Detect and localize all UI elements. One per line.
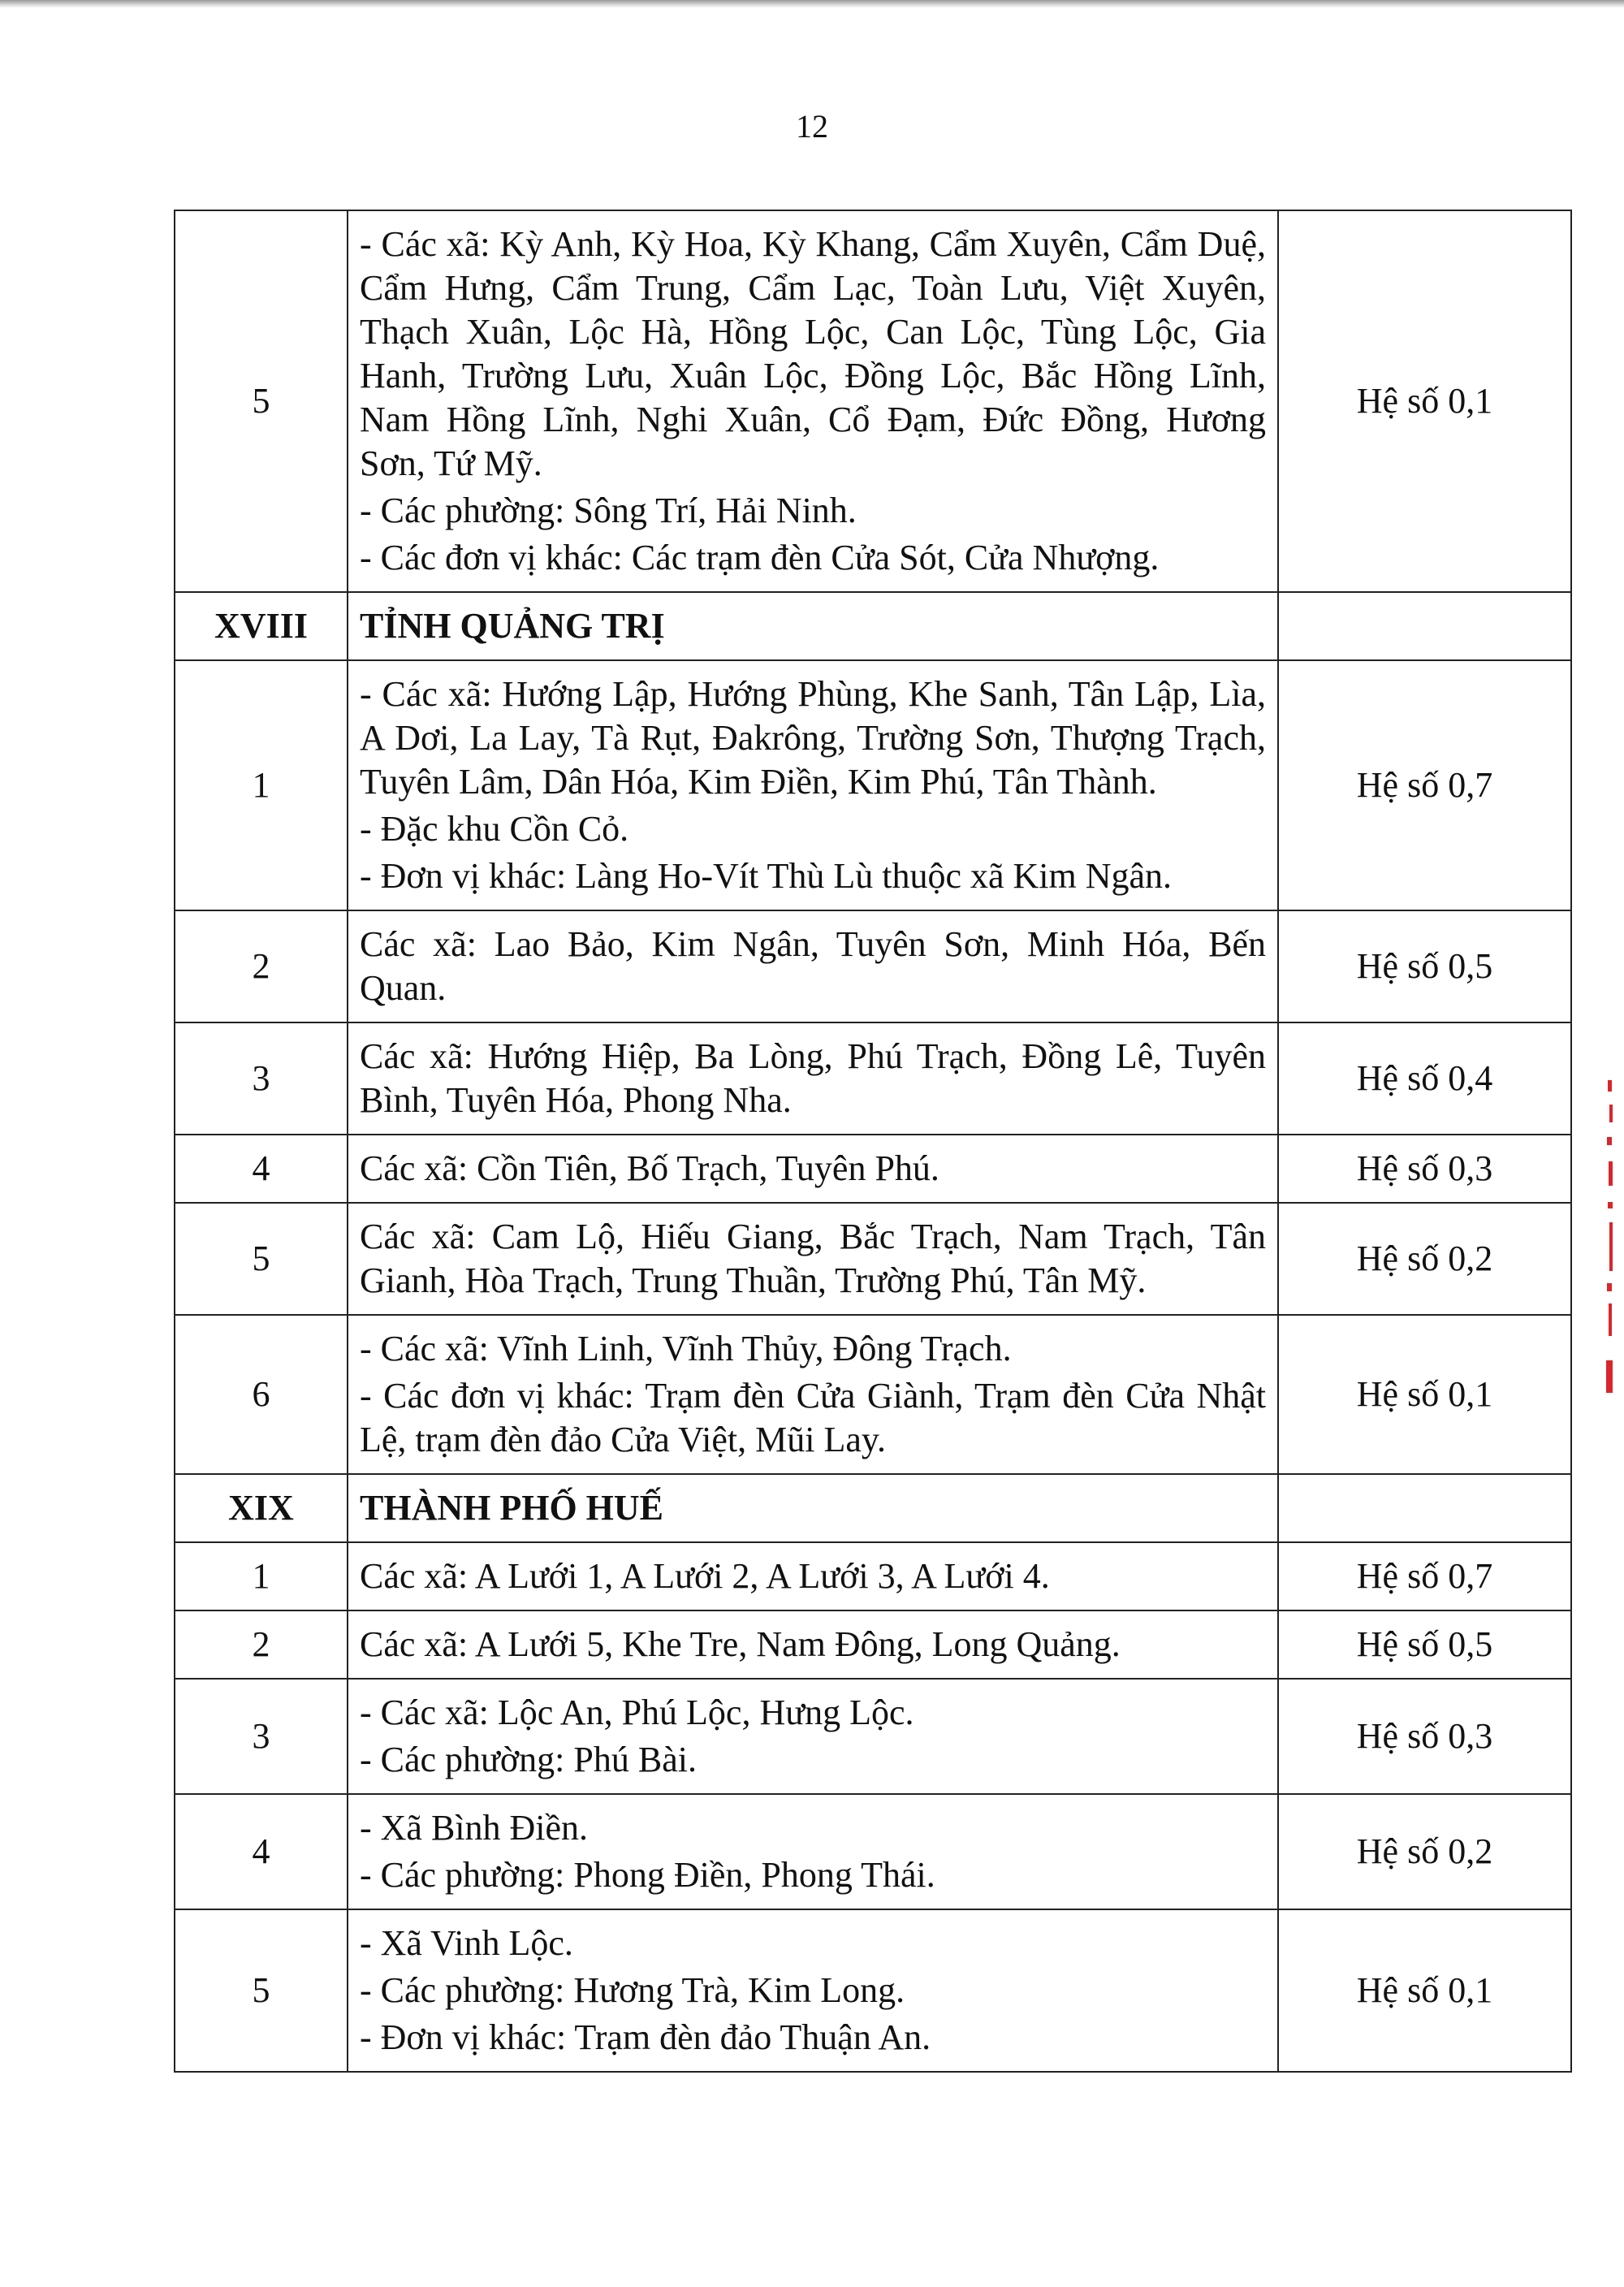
coefficient-cell: Hệ số 0,3: [1278, 1679, 1571, 1794]
coefficient-cell: Hệ số 0,1: [1278, 1315, 1571, 1474]
area-description: [348, 210, 1278, 592]
row-number: 3: [175, 1679, 348, 1794]
section-empty-cell: [1278, 592, 1571, 660]
row-number: 6: [175, 1315, 348, 1474]
row-number: 2: [175, 1610, 348, 1679]
area-description: [348, 1135, 1278, 1203]
description-line: Các xã: A Lưới 5, Khe Tre, Nam Đông, Long Quảng.: [360, 1624, 1121, 1664]
coefficient-cell: Hệ số 0,4: [1278, 1022, 1571, 1135]
area-description: [348, 1909, 1278, 2072]
table-row: [175, 1542, 1571, 1610]
row-number: 5: [175, 210, 348, 592]
description-line: - Các xã: Hướng Lập, Hướng Phùng, Khe Sanh, Tân Lập, Lìa, A Dơi, La Lay, Tà Rụt, Đakrông, Trường Sơn, Thượng Trạch, Tuyên Lâm, Dân Hóa, Kim Điền, Kim Phú, Tân Thành.: [360, 674, 1266, 802]
description-line: - Đơn vị khác: Trạm đèn đảo Thuận An.: [360, 2017, 931, 2057]
row-number: 3: [175, 1022, 348, 1135]
row-number: 4: [175, 1135, 348, 1203]
section-title: THÀNH PHỐ HUẾ: [348, 1474, 1278, 1542]
coefficient-table: [174, 210, 1572, 2073]
description-line: - Các phường: Phong Điền, Phong Thái.: [360, 1855, 935, 1895]
area-description: [348, 1794, 1278, 1909]
area-description: [348, 1542, 1278, 1610]
row-number: 5: [175, 1203, 348, 1315]
table-row: [175, 1610, 1571, 1679]
coefficient-cell: Hệ số 0,1: [1278, 210, 1571, 592]
table-row: [175, 1022, 1571, 1135]
table-row: [175, 1315, 1571, 1474]
red-stamp-mark: [1601, 1080, 1619, 1397]
section-number: XVIII: [175, 592, 348, 660]
table-row: [175, 1794, 1571, 1909]
coefficient-cell: Hệ số 0,2: [1278, 1794, 1571, 1909]
coefficient-cell: Hệ số 0,7: [1278, 1542, 1571, 1610]
description-line: - Các đơn vị khác: Các trạm đèn Cửa Sót, Cửa Nhượng.: [360, 538, 1160, 577]
description-line: - Đặc khu Cồn Cỏ.: [360, 809, 629, 849]
section-row: [175, 592, 1571, 660]
description-line: - Các xã: Kỳ Anh, Kỳ Hoa, Kỳ Khang, Cẩm Xuyên, Cẩm Duệ, Cẩm Hưng, Cẩm Trung, Cẩm Lạc, Toàn Lưu, Việt Xuyên, Thạch Xuân, Lộc Hà, Hồng Lộc, Can Lộc, Tùng Lộc, Gia Hanh, Trường Lưu, Xuân Lộc, Đồng Lộc, Bắc Hồng Lĩnh, Nam Hồng Lĩnh, Nghi Xuân, Cổ Đạm, Đức Đồng, Hương Sơn, Tứ Mỹ.: [360, 224, 1266, 483]
section-number: XIX: [175, 1474, 348, 1542]
area-description: [348, 1315, 1278, 1474]
description-line: - Đơn vị khác: Làng Ho-Vít Thù Lù thuộc xã Kim Ngân.: [360, 856, 1173, 896]
area-description: [348, 910, 1278, 1022]
page-number: 12: [796, 108, 828, 145]
table-row: [175, 1679, 1571, 1794]
coefficient-cell: Hệ số 0,7: [1278, 660, 1571, 910]
scan-top-shadow: [0, 0, 1624, 8]
table-body: [175, 210, 1571, 2072]
description-line: - Các phường: Hương Trà, Kim Long.: [360, 1970, 905, 2010]
coefficient-cell: Hệ số 0,5: [1278, 1610, 1571, 1679]
row-number: 1: [175, 660, 348, 910]
description-line: Các xã: Cồn Tiên, Bố Trạch, Tuyên Phú.: [360, 1148, 939, 1188]
row-number: 2: [175, 910, 348, 1022]
coefficient-cell: Hệ số 0,1: [1278, 1909, 1571, 2072]
coefficient-cell: Hệ số 0,5: [1278, 910, 1571, 1022]
table-row: [175, 660, 1571, 910]
description-line: - Các phường: Phú Bài.: [360, 1740, 697, 1779]
coefficient-cell: Hệ số 0,3: [1278, 1135, 1571, 1203]
section-empty-cell: [1278, 1474, 1571, 1542]
table-row: [175, 1203, 1571, 1315]
area-description: [348, 1203, 1278, 1315]
description-line: - Xã Vinh Lộc.: [360, 1923, 573, 1963]
row-number: 5: [175, 1909, 348, 2072]
description-line: - Các đơn vị khác: Trạm đèn Cửa Giành, Trạm đèn Cửa Nhật Lệ, trạm đèn đảo Cửa Việt, Mũi Lay.: [360, 1376, 1266, 1459]
description-line: Các xã: Hướng Hiệp, Ba Lòng, Phú Trạch, Đồng Lê, Tuyên Bình, Tuyên Hóa, Phong Nha.: [360, 1036, 1266, 1120]
description-line: - Các xã: Vĩnh Linh, Vĩnh Thủy, Đông Trạch.: [360, 1329, 1012, 1368]
area-description: [348, 1022, 1278, 1135]
description-line: Các xã: A Lưới 1, A Lưới 2, A Lưới 3, A Lưới 4.: [360, 1556, 1050, 1596]
row-number: 1: [175, 1542, 348, 1610]
description-line: Các xã: Lao Bảo, Kim Ngân, Tuyên Sơn, Minh Hóa, Bến Quan.: [360, 924, 1266, 1008]
table-row: [175, 1909, 1571, 2072]
area-description: [348, 660, 1278, 910]
section-title: TỈNH QUẢNG TRỊ: [348, 592, 1278, 660]
coefficient-cell: Hệ số 0,2: [1278, 1203, 1571, 1315]
table-row: [175, 910, 1571, 1022]
description-line: - Các xã: Lộc An, Phú Lộc, Hưng Lộc.: [360, 1693, 914, 1732]
row-number: 4: [175, 1794, 348, 1909]
area-description: [348, 1610, 1278, 1679]
table-row: [175, 210, 1571, 592]
area-description: [348, 1679, 1278, 1794]
description-line: Các xã: Cam Lộ, Hiếu Giang, Bắc Trạch, Nam Trạch, Tân Gianh, Hòa Trạch, Trung Thuần, Trường Phú, Tân Mỹ.: [360, 1217, 1266, 1300]
description-line: - Xã Bình Điền.: [360, 1808, 589, 1848]
description-line: - Các phường: Sông Trí, Hải Ninh.: [360, 491, 857, 530]
table-row: [175, 1135, 1571, 1203]
section-row: [175, 1474, 1571, 1542]
